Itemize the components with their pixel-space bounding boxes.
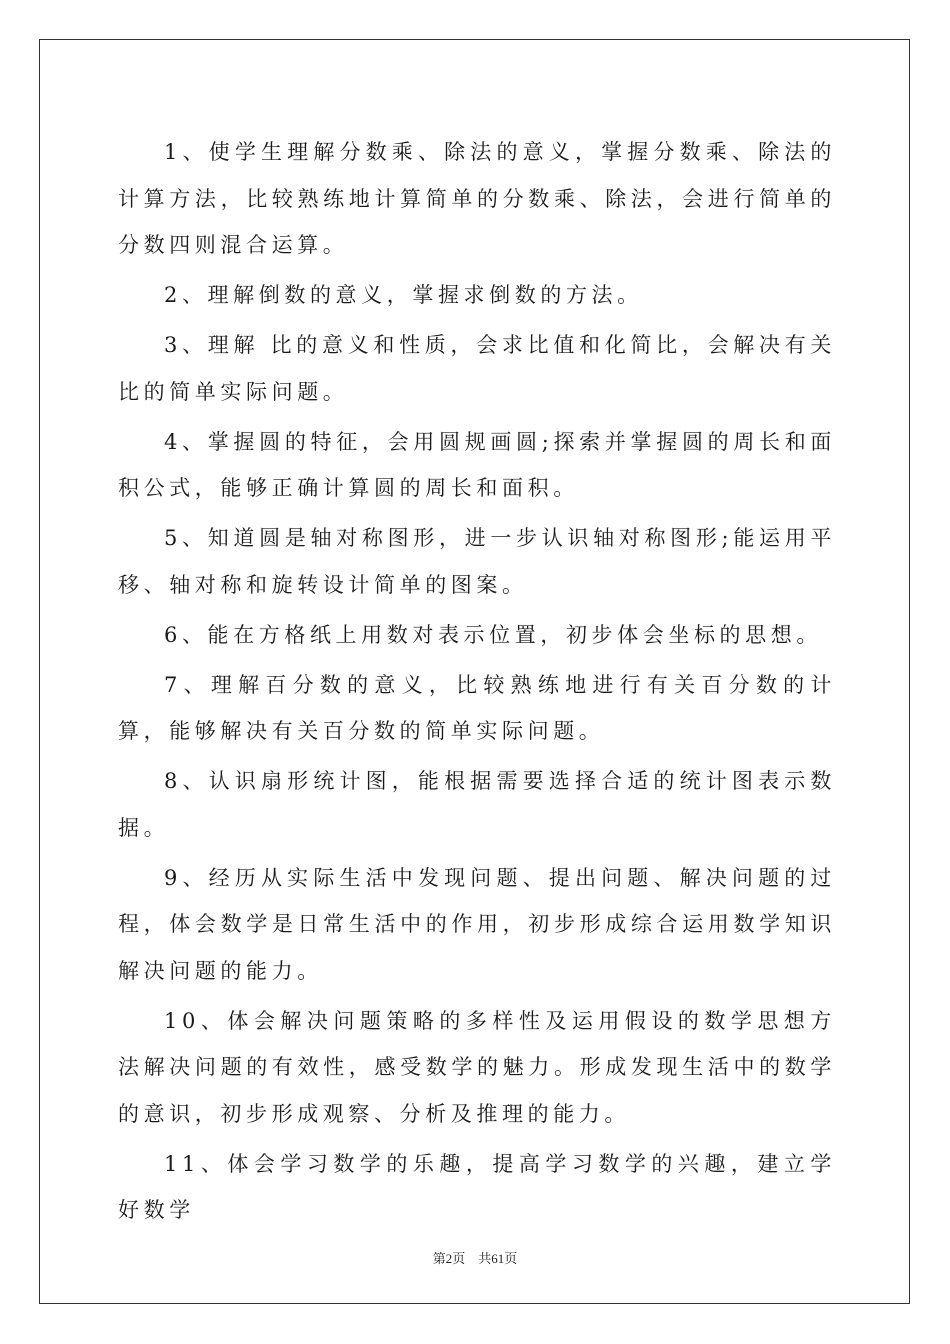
paragraph-3: 3、理解 比的意义和性质，会求比值和化简比，会解决有关比的简单实际问题。 xyxy=(118,333,836,404)
page-number-footer: 第2页 共61页 xyxy=(432,1251,518,1266)
paragraph-5: 5、知道圆是轴对称图形，进一步认识轴对称图形;能运用平移、轴对称和旋转设计简单的图案。 xyxy=(118,526,836,597)
paragraph-6: 6、能在方格纸上用数对表示位置，初步体会坐标的思想。 xyxy=(164,622,822,647)
document-body xyxy=(118,129,836,1237)
paragraph-9: 9、经历从实际生活中发现问题、提出问题、解决问题的过程，体会数学是日常生活中的作用，初步形成综合运用数学知识解决问题的能力。 xyxy=(118,865,836,983)
paragraph-4: 4、掌握圆的特征，会用圆规画圆;探索并掌握圆的周长和面积公式，能够正确计算圆的周长和面积。 xyxy=(118,429,836,500)
paragraph-1: 1、使学生理解分数乘、除法的意义，掌握分数乘、除法的计算方法，比较熟练地计算简单的分数乘、除法，会进行简单的分数四则混合运算。 xyxy=(118,140,836,257)
paragraph-10: 10、体会解决问题策略的多样性及运用假设的数学思想方法解决问题的有效性，感受数学的魅力。形成发现生活中的数学的意识，初步形成观察、分析及推理的能力。 xyxy=(118,1008,836,1126)
paragraph-8: 8、认识扇形统计图，能根据需要选择合适的统计图表示数据。 xyxy=(118,769,836,840)
paragraph-2: 2、理解倒数的意义，掌握求倒数的方法。 xyxy=(164,283,643,307)
paragraph-11: 11、体会学习数学的乐趣，提高学习数学的兴趣，建立学好数学 xyxy=(118,1151,836,1222)
paragraph-7: 7、理解百分数的意义，比较熟练地进行有关百分数的计算，能够解决有关百分数的简单实际问题。 xyxy=(118,672,836,743)
